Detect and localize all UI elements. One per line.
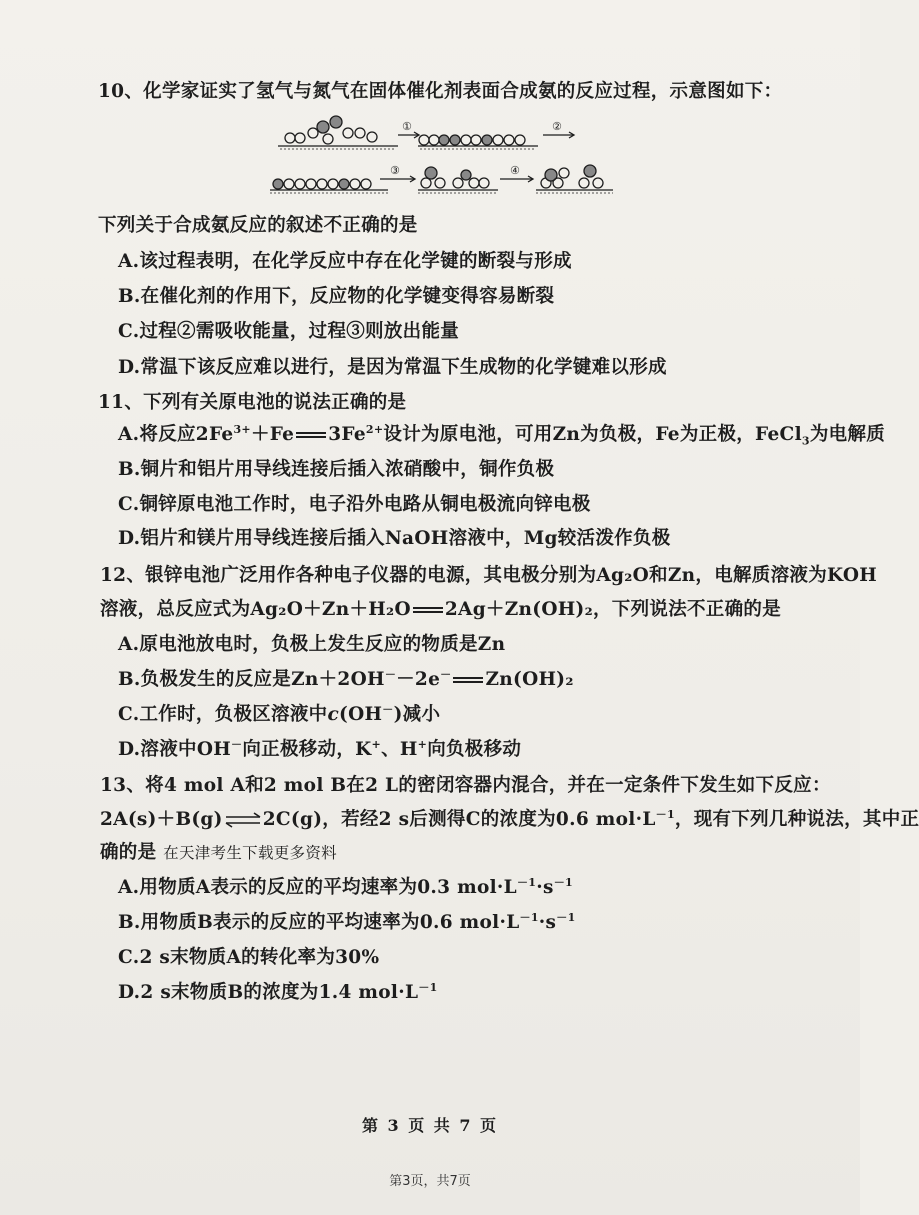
equals-sign [411,604,445,616]
equals-sign [294,429,328,441]
reversible-arrow-icon [223,813,263,827]
page-number: 第 3 页 共 7 页 [361,1116,499,1135]
ammonia-synthesis-diagram [268,113,628,199]
q11-stem: 11、下列有关原电池的说法正确的是 [98,392,407,413]
page-number-small: 第3页，共7页 [389,1174,471,1189]
q11-option-b: B.铜片和铝片用导线连接后插入浓硝酸中，铜作负极 [118,459,555,480]
q10-option-b: B.在催化剂的作用下，反应物的化学键变得容易断裂 [118,286,555,307]
q11-option-d: D.铝片和镁片用导线连接后插入NaOH溶液中，Mg较活泼作负极 [118,528,671,549]
q13-option-a: A.用物质A表示的反应的平均速率为0.3 $mol\cdot L^{-1}\cdot s^{-1}$ [118,875,573,898]
q10-question: 下列关于合成氨反应的叙述不正确的是 [98,215,418,236]
step-4-label: ④ [510,164,520,177]
step-3-label: ③ [390,164,400,177]
q12-option-d: D.溶液中OH－向正极移动，K+、H+向负极移动 [118,737,522,760]
q13-option-d: D.2 s末物质B的浓度为1.4 $mol\cdot L^{-1}$ [118,980,438,1003]
q10-option-a: A.该过程表明，在化学反应中存在化学键的断裂与形成 [118,251,572,272]
q12-option-b: B.负极发生的反应是Zn＋2OH－－2e－ Zn(OH)₂ [118,667,574,690]
q13-option-c: C.2 s末物质A的转化率为30% [118,947,380,968]
q13-stem-line3: 确的是 在天津考生下载更多资料 [100,842,337,863]
q11-option-a: A.将反应$2Fe^{3+}+Fe$ $3Fe^{2+}$设计为原电池，可用Zn为负极，Fe为正极，FeCl$_3$为电解质 [118,422,886,448]
q12-option-c: C.工作时，负极区溶液中c(OH－)减小 [118,702,441,725]
q13-stem-line1: 13、将4 mol A和2 mol B在2 L的密闭容器内混合，并在一定条件下发生如下反应： [100,775,831,796]
q12-stem-line2: 溶液，总反应式为Ag₂O＋Zn＋H₂O 2Ag＋Zn(OH)₂，下列说法不正确的是 [100,599,781,620]
download-note: 在天津考生下载更多资料 [163,844,337,862]
q11-option-c: C.铜锌原电池工作时，电子沿外电路从铜电极流向锌电极 [118,494,591,515]
equals-sign [451,674,485,686]
q10-option-d: D.常温下该反应难以进行，是因为常温下生成物的化学键难以形成 [118,357,667,378]
q12-option-a: A.原电池放电时，负极上发生反应的物质是Zn [118,634,506,655]
q10-option-c: C.过程②需吸收能量，过程③则放出能量 [118,321,460,342]
step-1-label: ① [402,120,412,133]
q10-stem: 10、化学家证实了氢气与氮气在固体催化剂表面合成氨的反应过程，示意图如下： [98,81,783,102]
step-2-label: ② [552,120,562,133]
q12-stem-line1: 12、银锌电池广泛用作各种电子仪器的电源，其电极分别为Ag₂O和Zn，电解质溶液为KOH [100,565,878,586]
q13-stem-line2: 2A(s)＋B(g) 2C(g)，若经2 s后测得C的浓度为0.6 $mol\cdot L^{-1}$，现有下列几种说法，其中正 [100,807,919,830]
q13-option-b: B.用物质B表示的反应的平均速率为0.6 $mol\cdot L^{-1}\cdot s^{-1}$ [118,910,576,933]
